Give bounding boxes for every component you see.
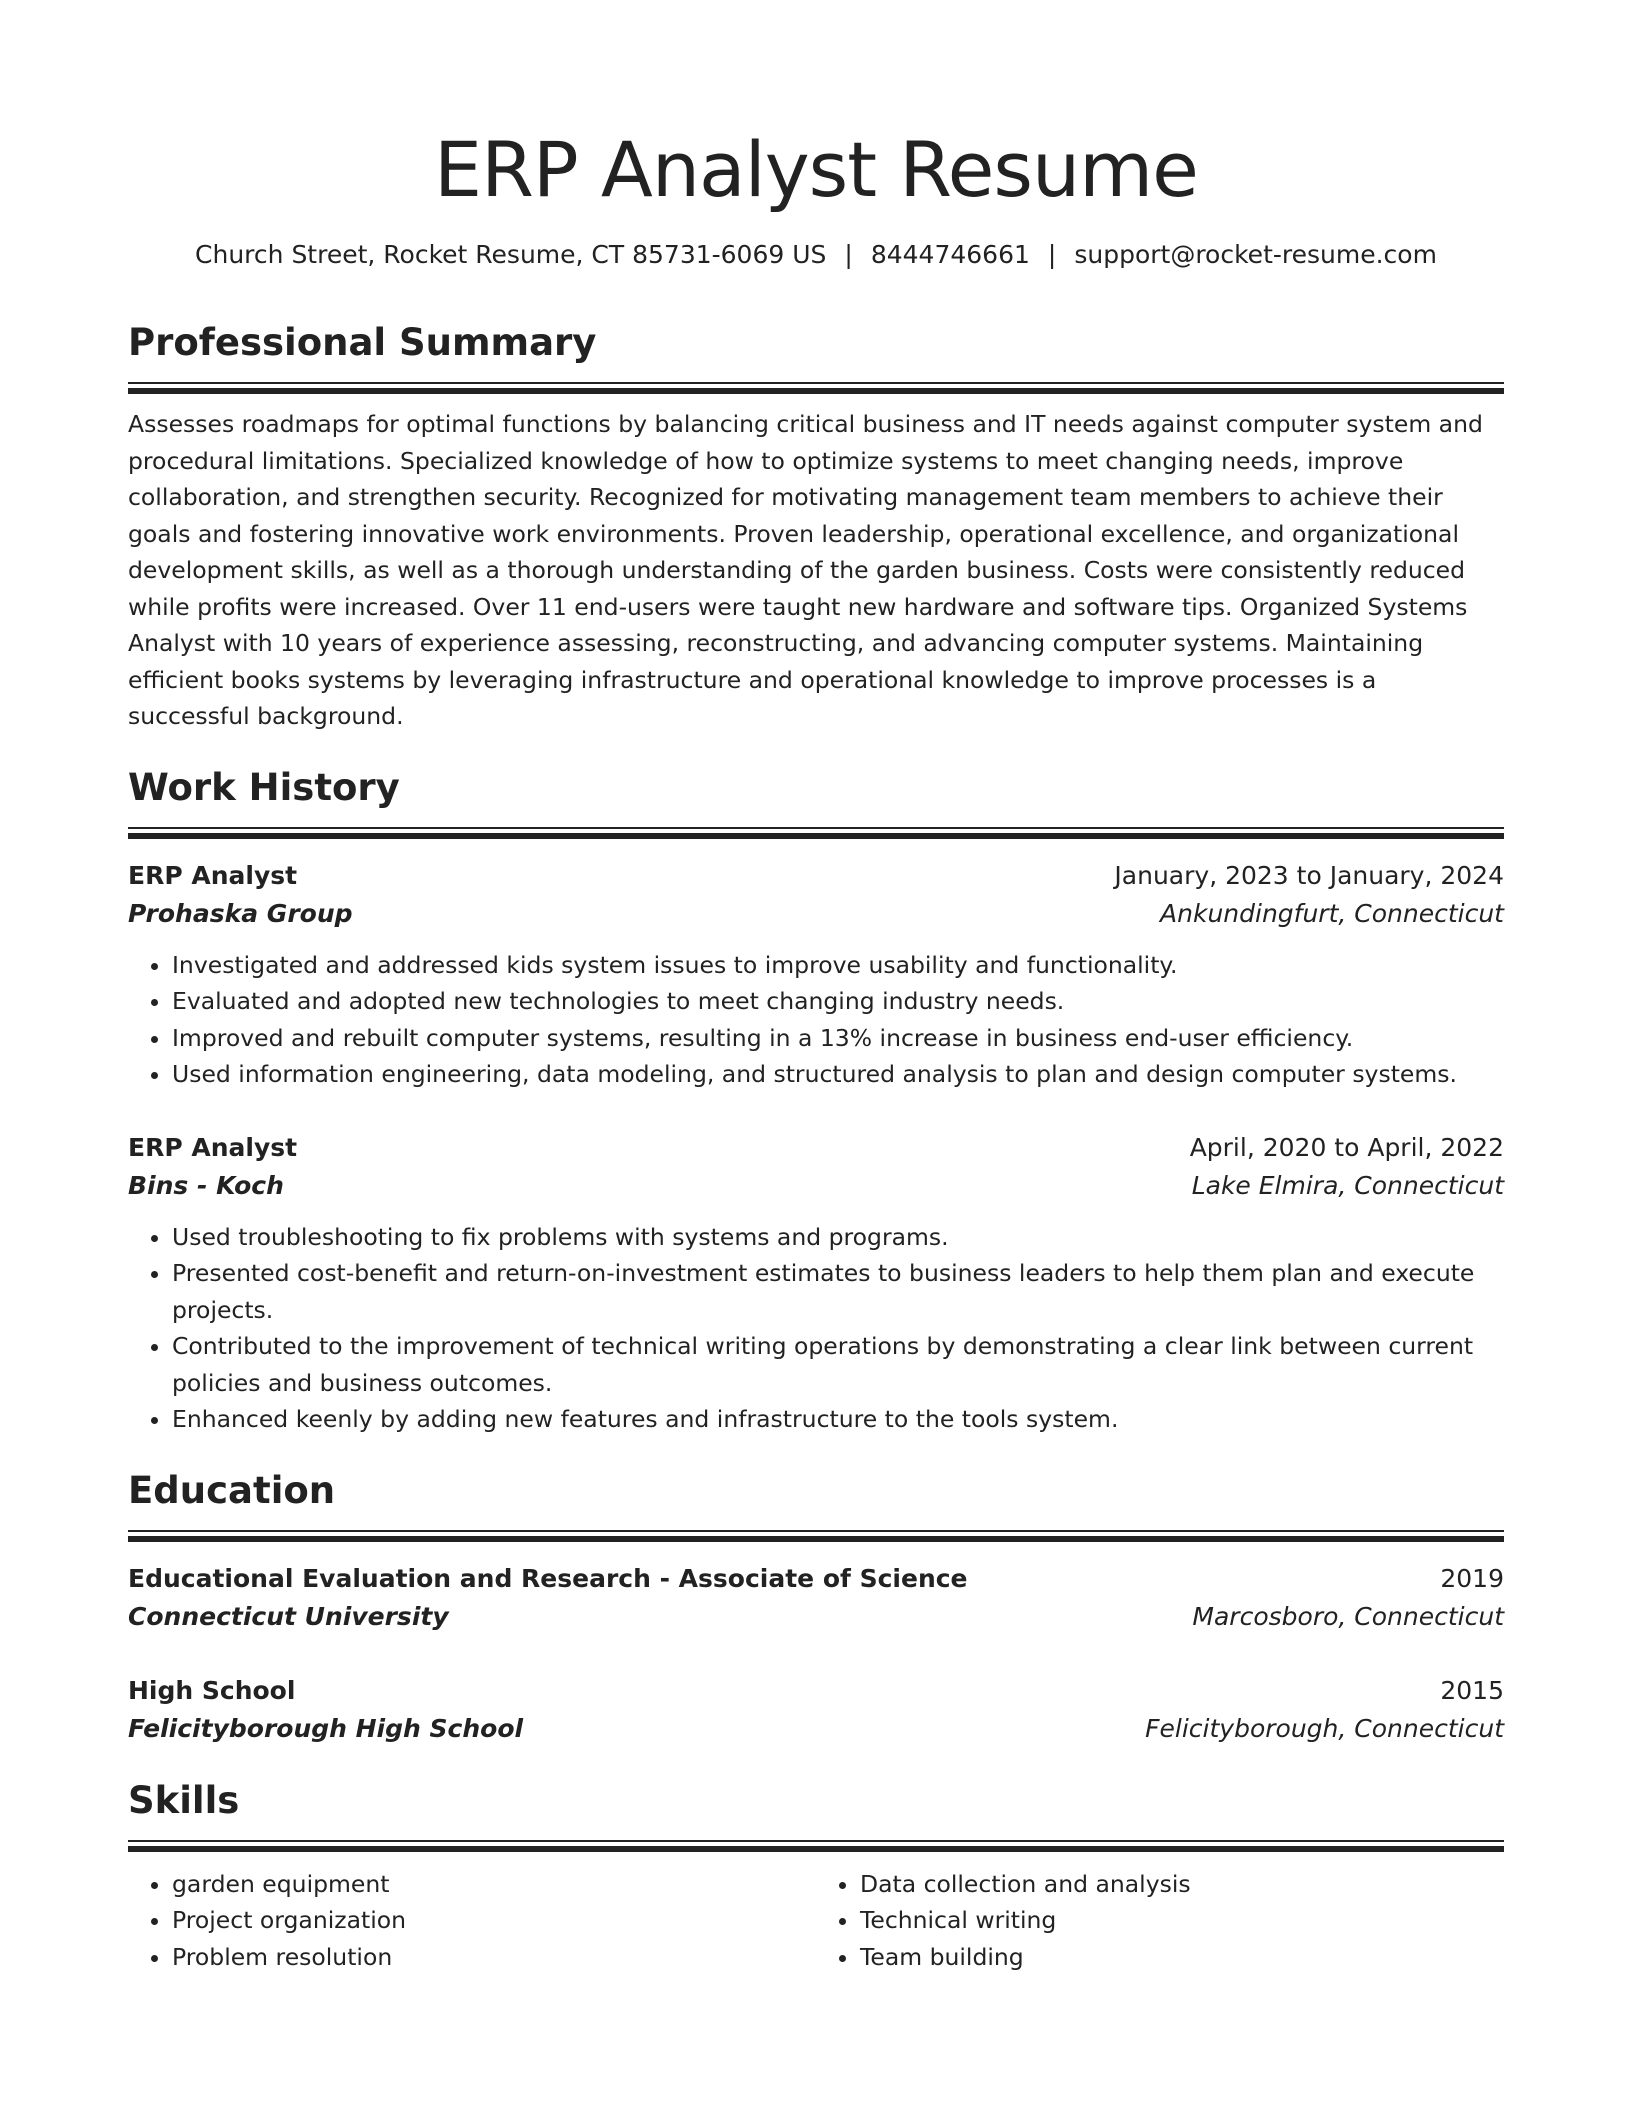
- education-degree: Educational Evaluation and Research - Associate of Science: [128, 1563, 968, 1593]
- skills-column-left: [128, 1866, 816, 1976]
- skill-item: • Team building: [860, 1939, 1504, 1976]
- skills-list: [128, 1866, 1504, 1976]
- contact-address: Church Street, Rocket Resume, CT 85731-6069 US: [195, 240, 827, 269]
- job-bullets: [128, 1219, 1504, 1438]
- contact-separator: |: [1047, 240, 1057, 269]
- skill-item: • Problem resolution: [172, 1939, 816, 1976]
- education-location: Marcosboro, Connecticut: [1192, 1601, 1504, 1631]
- job-bullet: • Used troubleshooting to fix problems with systems and programs.: [172, 1219, 1504, 1256]
- job-entry: [128, 1129, 1504, 1438]
- job-dates: January, 2023 to January, 2024: [1114, 860, 1504, 890]
- education-heading: Education: [128, 1468, 336, 1512]
- skills-column-right: [816, 1866, 1504, 1976]
- education-year: 2015: [1440, 1675, 1504, 1705]
- job-bullet: • Contributed to the improvement of technical writing operations by demonstrating a clear link between current policies and business outcomes.: [172, 1328, 1504, 1401]
- section-divider: [128, 1530, 1504, 1542]
- section-divider: [128, 1840, 1504, 1852]
- skill-item: • garden equipment: [172, 1866, 816, 1903]
- contact-phone: 8444746661: [870, 240, 1030, 269]
- job-bullet: • Presented cost-benefit and return-on-investment estimates to business leaders to help them plan and execute projects.: [172, 1255, 1504, 1328]
- job-bullet: • Evaluated and adopted new technologies to meet changing industry needs.: [172, 983, 1504, 1020]
- job-location: Lake Elmira, Connecticut: [1191, 1170, 1504, 1200]
- education-school: Felicityborough High School: [128, 1713, 524, 1743]
- education-entry: [128, 1672, 1504, 1748]
- job-bullets: [128, 947, 1504, 1093]
- job-entry: [128, 857, 1504, 1093]
- education-location: Felicityborough, Connecticut: [1145, 1713, 1504, 1743]
- education-year: 2019: [1440, 1563, 1504, 1593]
- job-bullet: • Used information engineering, data modeling, and structured analysis to plan and design computer systems.: [172, 1056, 1504, 1093]
- section-divider: [128, 382, 1504, 394]
- contact-line: [128, 238, 1504, 272]
- skill-item: • Technical writing: [860, 1902, 1504, 1939]
- summary-section: [128, 320, 1504, 735]
- summary-heading: Professional Summary: [128, 321, 597, 364]
- job-dates: April, 2020 to April, 2022: [1189, 1132, 1504, 1162]
- section-divider: [128, 827, 1504, 839]
- summary-text: Assesses roadmaps for optimal functions by balancing critical business and IT needs against computer system and procedural limitations. Specialized knowledge of how to optimize systems to meet changing needs, improve collaboration, and strengthen security. Recognized for motivating management team members to achieve their goals and fostering innovative work environments. Proven leadership, operational excellence, and organizational development skills, as well as a thorough understanding of the garden business. Costs were consistently reduced while profits were increased. Over 11 end-users were taught new hardware and software tips. Organized Systems Analyst with 10 years of experience assessing, reconstructing, and advancing computer systems. Maintaining efficient books systems by leveraging infrastructure and operational knowledge to improve processes is a successful background.: [128, 410, 1483, 730]
- job-bullet: • Enhanced keenly by adding new features and infrastructure to the tools system.: [172, 1401, 1504, 1438]
- job-location: Ankundingfurt, Connecticut: [1160, 898, 1504, 928]
- education-degree: High School: [128, 1675, 296, 1705]
- resume-title: ERP Analyst Resume: [434, 125, 1198, 214]
- education-entry: [128, 1560, 1504, 1636]
- skill-item: • Project organization: [172, 1902, 816, 1939]
- skills-heading: Skills: [128, 1778, 240, 1822]
- job-bullet: • Investigated and addressed kids system issues to improve usability and functionality.: [172, 947, 1504, 984]
- work-history-section: [128, 765, 1504, 1438]
- work-history-heading: Work History: [128, 765, 400, 809]
- skills-section: [128, 1778, 1504, 1976]
- skill-item: • Data collection and analysis: [860, 1866, 1504, 1903]
- contact-email: support@rocket-resume.com: [1074, 240, 1437, 269]
- education-school: Connecticut University: [128, 1601, 449, 1631]
- job-company: Bins - Koch: [128, 1170, 284, 1200]
- job-title: ERP Analyst: [128, 860, 298, 890]
- job-bullet: • Improved and rebuilt computer systems, resulting in a 13% increase in business end-user efficiency.: [172, 1020, 1504, 1057]
- contact-separator: |: [844, 240, 853, 269]
- education-section: [128, 1468, 1504, 1748]
- job-title: ERP Analyst: [128, 1132, 298, 1162]
- job-company: Prohaska Group: [128, 898, 353, 928]
